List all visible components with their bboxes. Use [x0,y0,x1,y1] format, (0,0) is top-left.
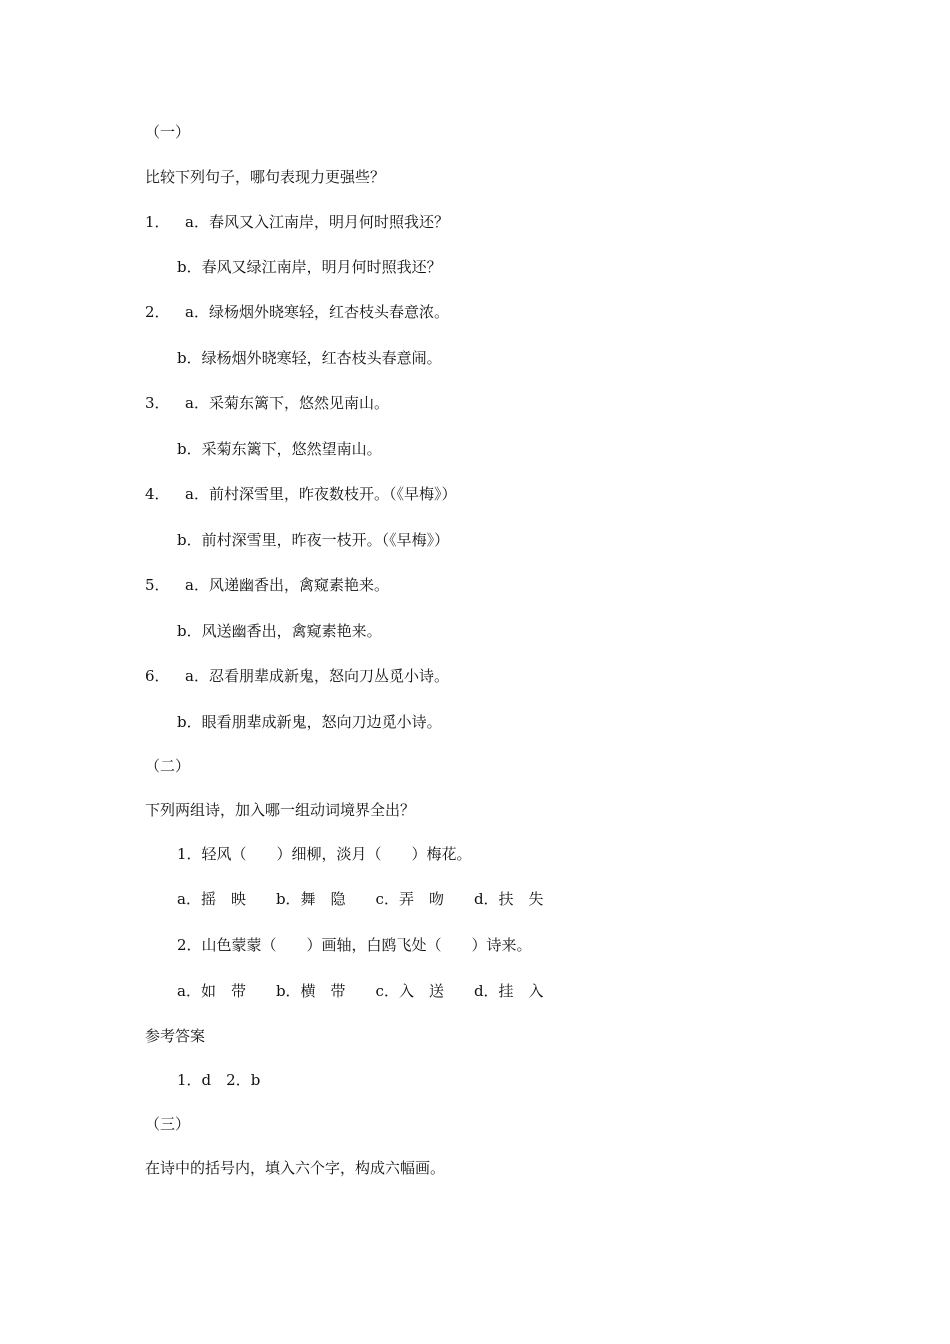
item-number: 3． [145,394,170,412]
option-a-text: a．风递幽香出，禽窥素艳来。 [185,576,389,594]
answers: 1．d 2．b [177,1071,261,1089]
item-3-b: b．采菊东篱下，悠然望南山。 [177,440,382,458]
section-2-heading: （二） [145,757,191,775]
option-a-text: a．采菊东篱下，悠然见南山。 [185,394,389,412]
item-4-a [145,484,456,504]
section-3-heading: （三） [145,1115,191,1133]
section-2-question: 下列两组诗，加入哪一组动词境界全出？ [145,801,416,819]
question-1-options: a．摇 映 b．舞 隐 c．弄 吻 d．扶 失 [177,890,544,908]
section-1-heading: （一） [145,123,191,141]
item-3-a [145,393,389,413]
item-number: 6． [145,667,170,685]
item-2-b: b．绿杨烟外晓寒轻，红杏枝头春意闹。 [177,349,442,367]
item-6-b: b．眼看朋辈成新鬼，怒向刀边觅小诗。 [177,713,442,731]
item-6-a [145,666,449,686]
question-2: 2．山色蒙蒙（ ）画轴，白鸥飞处（ ）诗来。 [177,936,532,954]
section-3-question: 在诗中的括号内，填入六个字，构成六幅画。 [145,1159,446,1177]
item-2-a [145,302,449,322]
option-a-text: a．春风又入江南岸，明月何时照我还？ [185,213,449,231]
section-1-question: 比较下列句子，哪句表现力更强些？ [145,168,386,186]
item-number: 5． [145,576,170,594]
item-1-a [145,212,449,232]
item-5-b: b．风送幽香出，禽窥素艳来。 [177,622,382,640]
question-1: 1．轻风（ ）细柳，淡月（ ）梅花。 [177,845,472,863]
option-a-text: a．忍看朋辈成新鬼，怒向刀丛觅小诗。 [185,667,449,685]
item-number: 4． [145,485,170,503]
question-2-options: a．如 带 b．横 带 c．入 送 d．挂 入 [177,982,544,1000]
item-5-a [145,575,389,595]
item-1-b: b．春风又绿江南岸，明月何时照我还？ [177,258,442,276]
option-a-text: a．前村深雪里，昨夜数枝开。（《早梅》） [185,485,457,503]
answer-heading: 参考答案 [145,1027,206,1045]
item-number: 2． [145,303,170,321]
option-a-text: a．绿杨烟外晓寒轻，红杏枝头春意浓。 [185,303,449,321]
item-number: 1． [145,213,170,231]
item-4-b: b．前村深雪里，昨夜一枝开。（《早梅》） [177,531,450,549]
